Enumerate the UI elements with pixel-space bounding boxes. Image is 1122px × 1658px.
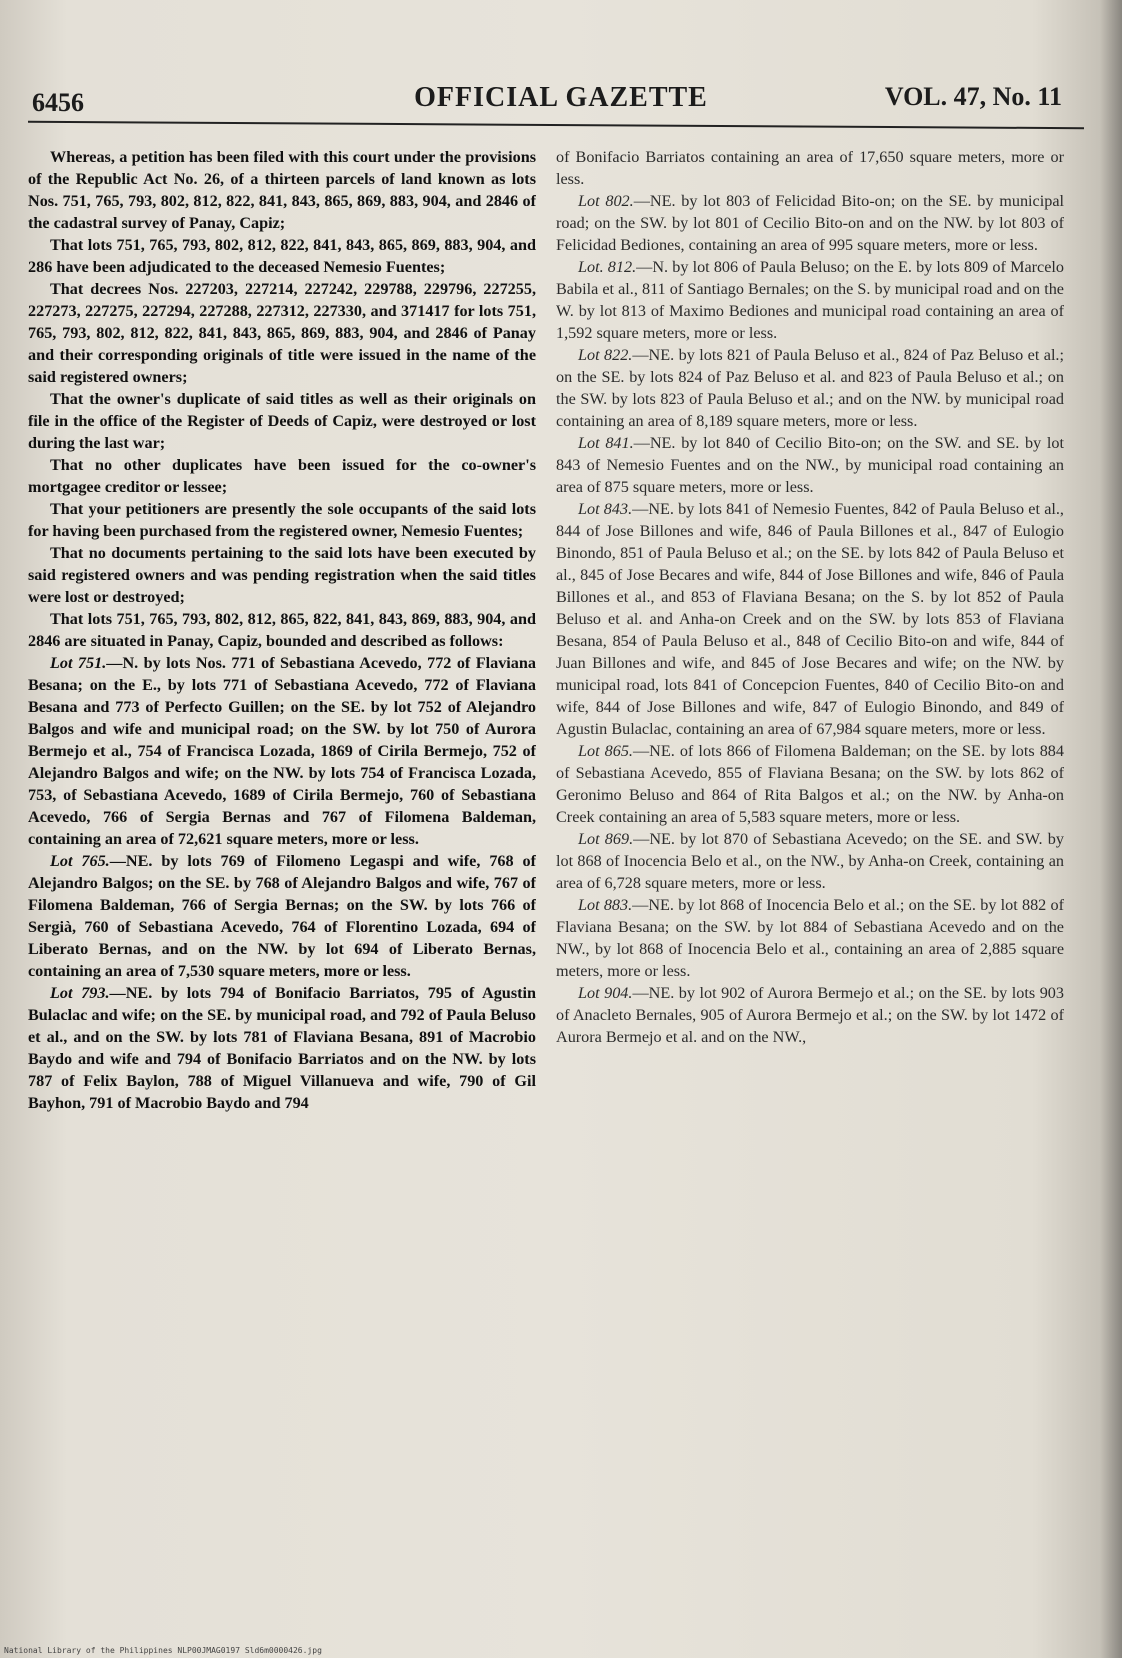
paragraph-text: —N. by lots Nos. 771 of Sebastiana Acevedo, 772 of Flaviana Besana; on the E., by lots 771 of Sebastiana Acevedo, 772 of Flaviana Besana and 773 of Perfecto Guillen; on the SE. by lot 752 of Alejandro Balgos and wife and municipal road; on the SW. by lot 750 of Aurora Bermejo et al., 754 of Francisca Lozada, 1869 of Cirila Bermejo, 752 of Alejandro Balgos and wife; on the NW. by lots 754 of Francisca Lozada, 753, of Sebastiana Acevedo, 1689 of Cirila Bermejo, 760 of Sebastiana Acevedo, 766 of Sergia Bernas and 767 of Filomena Baldeman, containing an area of 72,621 square meters, more or less. xyxy=(28,654,536,848)
lot-description xyxy=(28,982,536,1114)
lot-description xyxy=(556,256,1064,344)
paragraph-text: —NE. by lot 868 of Inocencia Belo et al.; on the SE. by lot 882 of Flaviana Besana; on the SW. by lot 884 of Sebastiana Acevedo and on the NW., by lot 868 of Inocencia Belo et al., containing an area of 2,885 square meters, more or less. xyxy=(556,896,1064,980)
paragraph-text: That no documents pertaining to the said lots have been executed by said registered owners and was pending registration when the said titles were lost or destroyed; xyxy=(28,544,536,606)
paragraph-text: —NE. by lot 870 of Sebastiana Acevedo; on the SE. and SW. by lot 868 of Inocencia Belo et al., on the NW., by Anha-on Creek, containing an area of 6,728 square meters, more or less. xyxy=(556,830,1064,892)
paragraph-text: —NE. by lot 840 of Cecilio Bito-on; on the SW. and SE. by lot 843 of Nemesio Fuentes and on the NW., by municipal road containing an area of 875 square meters, more or less. xyxy=(556,434,1064,496)
paragraph-text: That the owner's duplicate of said titles as well as their originals on file in the office of the Register of Deeds of Capiz, were destroyed or lost during the last war; xyxy=(28,390,536,452)
paragraph xyxy=(28,608,536,652)
page-header xyxy=(0,0,1122,130)
paragraph-text: That no other duplicates have been issued for the co-owner's mortgagee creditor or lessee; xyxy=(28,456,536,496)
lot-description xyxy=(556,740,1064,828)
lot-label: Lot. 812. xyxy=(578,258,637,276)
page-number: 6456 xyxy=(32,88,84,117)
lot-label: Lot 869. xyxy=(578,830,634,848)
lot-label: Lot 751. xyxy=(50,654,107,672)
paragraph xyxy=(28,146,536,234)
left-column xyxy=(28,146,536,1606)
header-rule xyxy=(28,121,1084,129)
paragraph-text: —NE. by lots 841 of Nemesio Fuentes, 842 of Paula Beluso et al., 844 of Jose Billones and wife, 846 of Paula Billones et al., 847 of Eulogio Binondo, 851 of Paula Beluso et al.; on the SE. by lots 842 of Paula Beluso et al., 845 of Jose Becares and wife, 844 of Jose Billones and wife, 846 of Paula Billones et al., and 853 of Flaviana Besana; on the S. by lot 852 of Paula Beluso et al. and Anha-on Creek and on the SW. by lots 853 of Flaviana Besana, 854 of Paula Beluso et al., 848 of Cecilio Bito-on and wife, 844 of Juan Billones and wife, and 845 of Jose Becares and wife; on the NW. by municipal road, lots 841 of Concepcion Fuentes, 840 of Cecilio Bito-on and wife, 844 of Jose Billones and wife, 847 of Eulogio Binondo, and 849 of Agustin Bulaclac, containing an area of 67,984 square meters, more or less. xyxy=(556,500,1064,738)
paragraph xyxy=(28,498,536,542)
lot-label: Lot 865. xyxy=(578,742,633,760)
paragraph xyxy=(28,388,536,454)
paragraph-text: —NE. by lot 902 of Aurora Bermejo et al.; on the SE. by lots 903 of Anacleto Bernales, 905 of Aurora Bermejo et al.; on the SW. by lot 1472 of Aurora Bermejo et al. and on the NW., xyxy=(556,984,1064,1046)
lot-label: Lot 843. xyxy=(578,500,633,518)
lot-description xyxy=(556,432,1064,498)
lot-label: Lot 883. xyxy=(578,896,633,914)
lot-description xyxy=(556,828,1064,894)
lot-label: Lot 765. xyxy=(50,852,110,870)
page-edge-shadow xyxy=(1100,0,1122,1658)
paragraph-text: Whereas, a petition has been filed with this court under the provisions of the Republic Act No. 26, of a thirteen parcels of land known as lots Nos. 751, 765, 793, 802, 812, 822, 841, 843, 865, 869, 883, 904, and 2846 of the cadastral survey of Panay, Capiz; xyxy=(28,148,536,232)
paragraph-text: That decrees Nos. 227203, 227214, 227242, 229788, 229796, 227255, 227273, 227275, 227294, 227288, 227312, 227330, and 371417 for lots 751, 765, 793, 802, 812, 822, 841, 843, 865, 869, 883, 904, and 2846 of Panay and their corresponding originals of title were issued in the name of the said registered owners; xyxy=(28,280,536,386)
paragraph xyxy=(28,542,536,608)
paragraph-text: —NE. by lots 769 of Filomeno Legaspi and wife, 768 of Alejandro Balgos; on the SE. by 768 of Alejandro Balgos and wife, 767 of Filomena Baldeman, 766 of Sergia Bernas; on the SW. by lots 766 of Sergià, 760 of Sebastiana Acevedo, 764 of Florentino Lozada, 694 of Liberato Bernas, and on the NW. by lot 694 of Liberato Bernas, containing an area of 7,530 square meters, more or less. xyxy=(28,852,536,980)
volume-label: VOL. 47, No. 11 xyxy=(884,82,1062,111)
lot-description xyxy=(556,344,1064,432)
lot-description xyxy=(556,190,1064,256)
paragraph-text: —NE. of lots 866 of Filomena Baldeman; on the SE. by lots 884 of Sebastiana Acevedo, 855 of Flaviana Besana; on the SW. by lots 862 of Geronimo Beluso and 864 of Rita Balgos et al.; on the NW. by Anha-on Creek containing an area of 5,583 square meters, more or less. xyxy=(556,742,1064,826)
paragraph xyxy=(556,146,1064,190)
lot-label: Lot 793. xyxy=(50,984,110,1002)
paragraph-text: That your petitioners are presently the sole occupants of the said lots for having been purchased from the registered owner, Nemesio Fuentes; xyxy=(28,500,536,540)
text-columns xyxy=(28,146,1064,1606)
paragraph-text: That lots 751, 765, 793, 802, 812, 865, 822, 841, 843, 869, 883, 904, and 2846 are situated in Panay, Capiz, bounded and described as follows: xyxy=(28,610,536,650)
lot-description xyxy=(556,982,1064,1048)
archive-footer: National Library of the Philippines NLP00JMAG0197 Sld6m0000426.jpg xyxy=(4,1646,322,1655)
gazette-title: OFFICIAL GAZETTE xyxy=(414,82,708,113)
paragraph-text: —NE. by lot 803 of Felicidad Bito-on; on the SE. by municipal road; on the SW. by lot 801 of Cecilio Bito-on and on the NW. by lot 803 of Felicidad Bediones, containing an area of 995 square meters, more or less. xyxy=(556,192,1064,254)
paragraph xyxy=(28,278,536,388)
lot-description xyxy=(556,894,1064,982)
right-column xyxy=(556,146,1064,1606)
paragraph-text: —NE. by lots 821 of Paula Beluso et al., 824 of Paz Beluso et al.; on the SE. by lots 824 of Paz Beluso et al. and 823 of Paula Beluso et al.; on the SW. by lots 823 of Paula Beluso et al.; and on the NW. by municipal road containing an area of 8,189 square meters, more or less. xyxy=(556,346,1064,430)
lot-label: Lot 904. xyxy=(578,984,633,1002)
lot-description xyxy=(28,850,536,982)
paragraph-text: —NE. by lots 794 of Bonifacio Barriatos, 795 of Agustin Bulaclac and wife; on the SE. by municipal road, and 792 of Paula Beluso et al., and on the SW. by lots 781 of Flaviana Besana, 891 of Macrobio Baydo and wife and 794 of Bonifacio Barriatos and on the NW. by lots 787 of Felix Baylon, 788 of Miguel Villanueva and wife, 790 of Gil Bayhon, 791 of Macrobio Baydo and 794 xyxy=(28,984,536,1112)
lot-label: Lot 841. xyxy=(578,434,634,452)
paragraph xyxy=(28,454,536,498)
lot-label: Lot 822. xyxy=(578,346,633,364)
paragraph-text: of Bonifacio Barriatos containing an area of 17,650 square meters, more or less. xyxy=(556,148,1064,188)
lot-description xyxy=(28,652,536,850)
lot-label: Lot 802. xyxy=(578,192,634,210)
lot-description xyxy=(556,498,1064,740)
paragraph-text: —N. by lot 806 of Paula Beluso; on the E. by lots 809 of Marcelo Babila et al., 811 of Santiago Bernales; on the S. by municipal road and on the W. by lot 813 of Maximo Bediones and municipal road containing an area of 1,592 square meters, more or less. xyxy=(556,258,1064,342)
paragraph-text: That lots 751, 765, 793, 802, 812, 822, 841, 843, 865, 869, 883, 904, and 286 have been adjudicated to the deceased Nemesio Fuentes; xyxy=(28,236,536,276)
paragraph xyxy=(28,234,536,278)
